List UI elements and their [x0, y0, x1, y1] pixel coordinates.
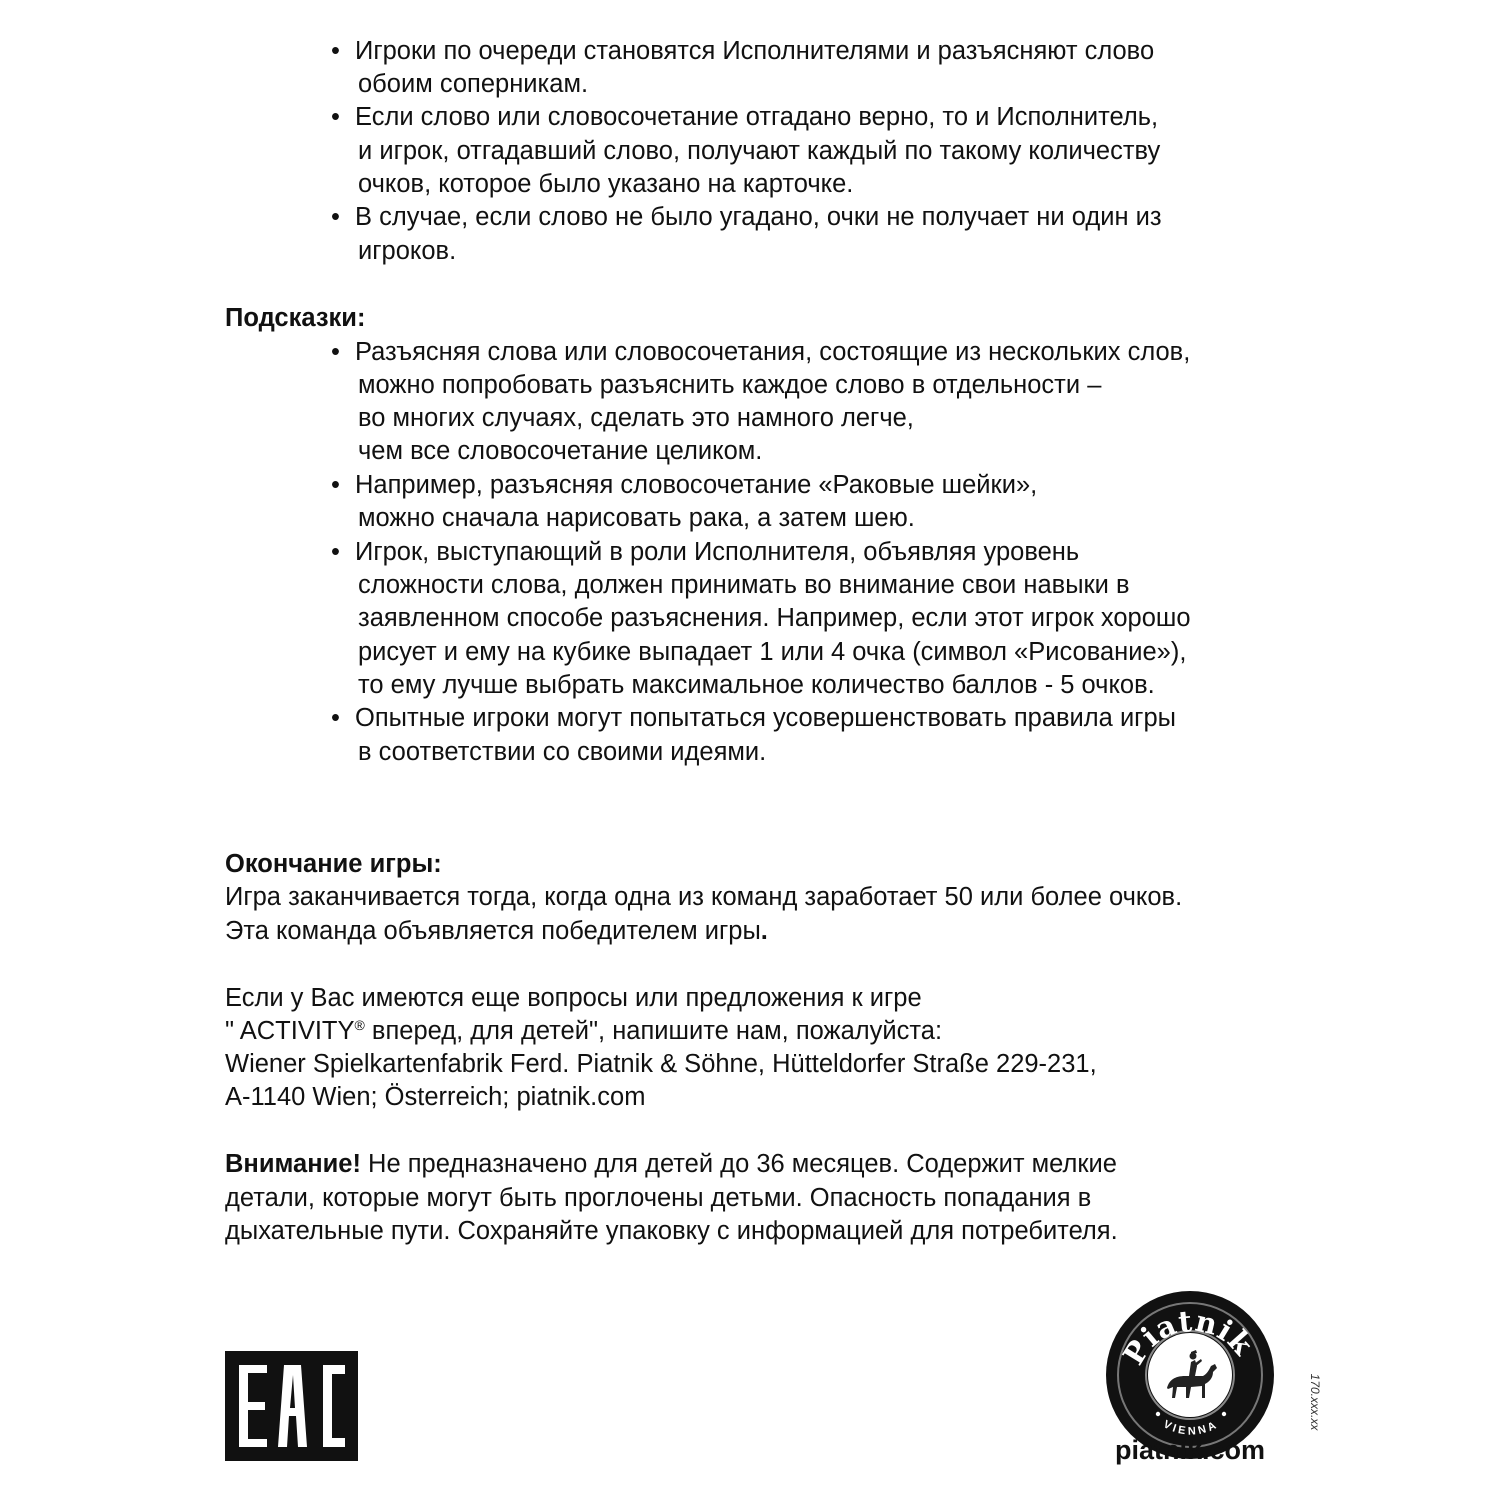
text-line: В случае, если слово не было угадано, очки не получает ни один из — [355, 203, 1162, 231]
text-line: очков, которое было указано на карточке. — [358, 170, 854, 198]
svg-text:Piatnik: Piatnik — [1116, 1303, 1261, 1371]
bullet-dot: • — [331, 338, 340, 366]
contact-city: A-1140 Wien; Österreich; piatnik.com — [225, 1083, 646, 1111]
bullet-dot: • — [331, 103, 340, 131]
text-line: рисует и ему на кубике выпадает 1 или 4 очка (символ «Рисование»), — [358, 638, 1187, 666]
text-line: во многих случаях, сделать это намного легче, — [358, 404, 914, 432]
text-line: сложности слова, должен принимать во внимание свои навыки в — [358, 571, 1130, 599]
text-line: Игроки по очереди становятся Исполнителями и разъясняют слово — [355, 37, 1155, 65]
eac-mark — [225, 1351, 358, 1461]
text-line: можно сначала нарисовать рака, а затем шею. — [358, 504, 915, 532]
bullet-dot: • — [331, 37, 340, 65]
end-game-line-1: Игра заканчивается тогда, когда одна из команд заработает 50 или более очков. — [225, 883, 1183, 911]
registered-mark: ® — [354, 1017, 365, 1033]
text-line: и игрок, отгадавший слово, получают каждый по такому количеству — [358, 137, 1161, 165]
end-game-heading: Окончание игры: — [225, 850, 442, 878]
text-line: в соответствии со своими идеями. — [358, 738, 767, 766]
text-line: то ему лучше выбрать максимальное количество баллов - 5 очков. — [358, 671, 1155, 699]
contact-line-2: " ACTIVITY® вперед, для детей", напишите нам, пожалуйста: — [225, 1017, 943, 1045]
text-line: Игрок, выступающий в роли Исполнителя, объявляя уровень — [355, 538, 1080, 566]
contact-address: Wiener Spielkartenfabrik Ferd. Piatnik & Söhne, Hütteldorfer Straße 229-231, — [225, 1050, 1097, 1078]
text-line: обоим соперникам. — [358, 70, 589, 98]
text-line: чем все словосочетание целиком. — [358, 437, 763, 465]
contact-line-1: Если у Вас имеются еще вопросы или предложения к игре — [225, 984, 922, 1012]
text-line: Опытные игроки могут попытаться усовершенствовать правила игры — [355, 704, 1176, 732]
warning-line-3: дыхательные пути. Сохраняйте упаковку с информацией для потребителя. — [225, 1217, 1118, 1245]
warning-line-1: Внимание! Не предназначено для детей до 36 месяцев. Содержит мелкие — [225, 1150, 1117, 1178]
text-line: Если слово или словосочетание отгадано верно, то и Исполнитель, — [355, 103, 1159, 131]
bullet-dot: • — [331, 471, 340, 499]
eac-icon — [225, 1351, 358, 1461]
svg-text:VIENNA: VIENNA — [1161, 1418, 1221, 1438]
text-line: можно попробовать разъяснить каждое слово в отдельности – — [358, 371, 1102, 399]
product-code: 170.xxx.xx — [1308, 1373, 1322, 1431]
text-line: Например, разъясняя словосочетание «Раковые шейки», — [355, 471, 1038, 499]
text-line: Разъясняя слова или словосочетания, состоящие из нескольких слов, — [355, 338, 1191, 366]
bullet-dot: • — [331, 704, 340, 732]
bullet-dot: • — [331, 203, 340, 231]
piatnik-url: piatnik.com — [1114, 1435, 1266, 1465]
hints-heading: Подсказки: — [225, 304, 366, 332]
bullet-dot: • — [331, 538, 340, 566]
warning-label: Внимание! — [225, 1150, 361, 1178]
end-game-line-2: Эта команда объявляется победителем игры. — [225, 917, 768, 945]
text-line: заявленном способе разъяснения. Например, если этот игрок хорошо — [358, 604, 1191, 632]
warning-line-2: детали, которые могут быть проглочены детьми. Опасность попадания в — [225, 1184, 1092, 1212]
text-line: игроков. — [358, 237, 457, 265]
